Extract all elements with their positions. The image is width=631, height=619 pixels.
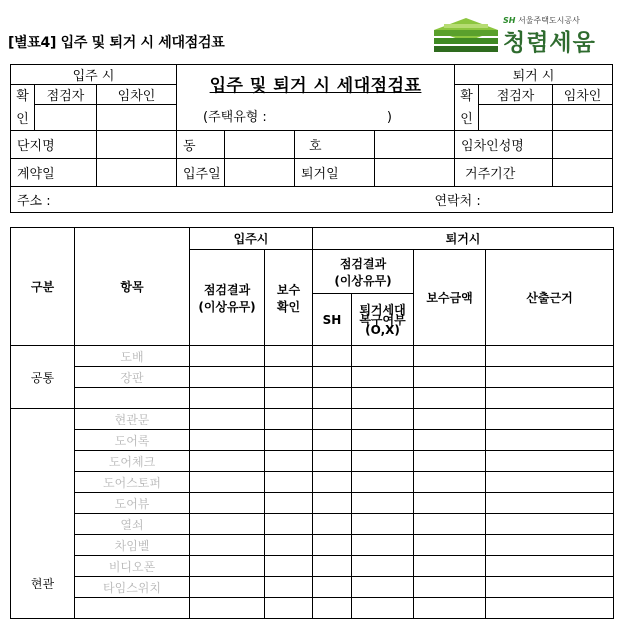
sh-header: SH [313,294,352,346]
repair-amount-header: 보수금액 [414,250,486,346]
move-in-repair-confirm: 보수 확인 [265,250,313,346]
item-label: 도어뷰 [75,493,190,514]
building-value[interactable] [225,131,295,159]
contact-label: 연락처 : [455,187,613,213]
move-in-inspector-label: 점검자 [35,85,97,105]
move-out-inspector-label: 점검자 [479,85,553,105]
table-row [11,346,614,367]
header-info-table [10,64,613,213]
item-label: 타임스위치 [75,577,190,598]
unit-value[interactable] [375,131,455,159]
table-row [11,472,614,493]
logo-brand: 청렴세움 [503,30,596,56]
item-label: 현관문 [75,409,190,430]
unit-label: 호 [295,131,375,159]
basis-header: 산출근거 [486,250,614,346]
contract-date-label: 계약일 [11,159,97,187]
header-title-cell [177,65,455,131]
move-in-date-label: 입주일 [177,159,225,187]
item-label: 차임벨 [75,535,190,556]
restore-header: 퇴거세대 복구여부 (O,X) [352,294,414,346]
address-label: 주소 : [11,187,455,213]
item-label: 장판 [75,367,190,388]
table-row [11,514,614,535]
table-row [11,598,614,619]
item-label [75,388,190,409]
table-row [11,409,614,430]
table-row [11,451,614,472]
item-label: 도어스토퍼 [75,472,190,493]
move-out-confirm-1: 확 [455,85,479,105]
table-row [11,388,614,409]
checklist-table [10,227,614,619]
move-in-inspector-sign[interactable] [35,105,97,131]
table-row [11,556,614,577]
move-out-header: 퇴거시 [313,228,614,250]
table-row [11,367,614,388]
tenant-name-value[interactable] [553,131,613,159]
move-in-label: 입주 시 [11,65,177,85]
complex-value[interactable] [97,131,177,159]
move-in-date-value[interactable] [225,159,295,187]
housing-type: (주택유형 : ) [203,110,392,125]
table-row [11,535,614,556]
move-in-header: 입주시 [190,228,313,250]
item-label: 도어체크 [75,451,190,472]
item-label: 비디오폰 [75,556,190,577]
building-label: 동 [177,131,225,159]
move-out-label: 퇴거 시 [455,65,613,85]
item-label: 열쇠 [75,514,190,535]
section-common: 공통 [11,346,75,409]
table-row [11,430,614,451]
move-out-confirm-2: 인 [455,105,479,131]
col-category: 구분 [11,228,75,346]
table-row [11,577,614,598]
item-label [75,598,190,619]
logo-subtitle: SH 서울주택도시공사 [503,16,580,25]
tenant-name-label: 임차인성명 [455,131,553,159]
move-in-tenant-sign[interactable] [97,105,177,131]
item-label: 도배 [75,346,190,367]
move-in-check-result: 점검결과 (이상유무) [190,250,265,346]
item-label: 도어록 [75,430,190,451]
move-out-tenant-sign[interactable] [553,105,613,131]
move-out-check-result: 점검결과 (이상유무) [313,250,414,294]
move-in-tenant-label: 임차인 [97,85,177,105]
header-title: 입주 및 퇴거 시 세대점검표 [209,76,422,96]
complex-label: 단지명 [11,131,97,159]
move-out-tenant-label: 임차인 [553,85,613,105]
move-in-confirm-1: 확 [11,85,35,105]
move-out-date-value[interactable] [375,159,455,187]
move-in-confirm-2: 인 [11,105,35,131]
move-out-inspector-sign[interactable] [479,105,553,131]
table-row [11,493,614,514]
document-title: [별표4] 입주 및 퇴거 시 세대점검표 [8,35,225,51]
section-entrance: 현관 [11,409,75,619]
col-item: 항목 [75,228,190,346]
residence-period-label: 거주기간 [455,159,553,187]
contract-date-value[interactable] [97,159,177,187]
residence-period-value[interactable] [553,159,613,187]
move-out-date-label: 퇴거일 [295,159,375,187]
